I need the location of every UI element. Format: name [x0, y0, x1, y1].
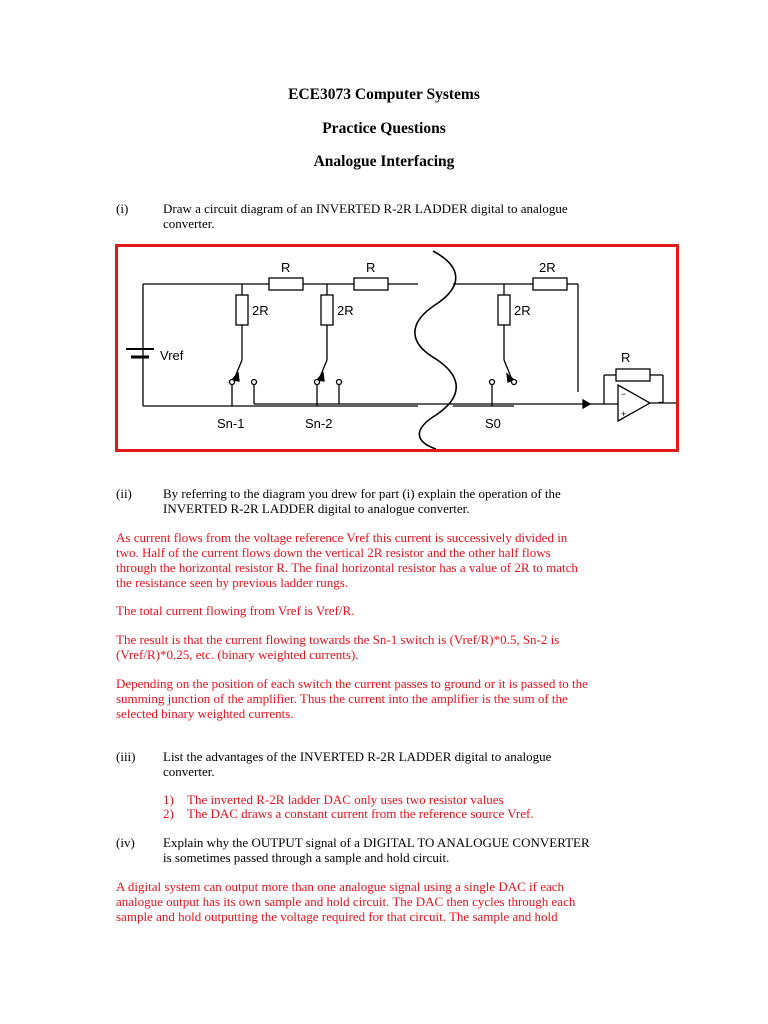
answer-line: sample and hold outputting the voltage required for that circuit. The sample and hold [116, 909, 558, 924]
label-vref: Vref [160, 348, 184, 363]
advantage-list-item [163, 792, 504, 807]
break-wavy-line [415, 251, 456, 449]
answer-line: summing junction of the amplifier. Thus the current into the amplifier is the sum of the [116, 691, 568, 706]
answer-line: A digital system can output more than one analogue signal using a single DAC if each [116, 879, 565, 894]
answer-line: (Vref/R)*0.25, etc. (binary weighted currents). [116, 647, 359, 662]
answer-line: through the horizontal resistor R. The final horizontal resistor has a value of 2R to match [116, 560, 578, 575]
question-2-line: By referring to the diagram you drew for part (i) explain the operation of the [163, 486, 561, 501]
label-2r-top-3: 2R [539, 260, 556, 275]
answer-line: the resistance seen by previous ladder rungs. [116, 575, 349, 590]
question-1-line: Draw a circuit diagram of an INVERTED R-2R LADDER digital to analogue [163, 201, 568, 216]
course-title: ECE3073 Computer Systems [288, 86, 480, 103]
question-number-1: (i) [116, 201, 129, 216]
answer-line: selected binary weighted currents. [116, 706, 294, 721]
label-r-feedback: R [621, 350, 631, 365]
list-item-number: 2) [163, 806, 174, 821]
answer-line: As current flows from the voltage reference Vref this current is successively divided in [116, 530, 568, 545]
answer-line: Depending on the position of each switch the current passes to ground or it is passed to the [116, 676, 588, 691]
question-number-3: (iii) [116, 749, 136, 764]
answer-4-paragraph [116, 879, 686, 924]
label-r-top-2: R [366, 260, 376, 275]
circuit-diagram-frame [115, 244, 679, 452]
resistor-2r-v2 [321, 295, 333, 325]
question-2-text [163, 486, 683, 516]
r2r-ladder-circuit [118, 247, 676, 449]
resistor-2r-top-3 [533, 278, 567, 290]
question-3-line: List the advantages of the INVERTED R-2R LADDER digital to analogue [163, 749, 552, 764]
answer-line: two. Half of the current flows down the vertical 2R resistor and the other half flows [116, 545, 551, 560]
label-sn-1: Sn-1 [217, 416, 245, 431]
op-amp-minus: − [621, 389, 627, 399]
answer-2-paragraph-2: The total current flowing from Vref is Vref/R. [116, 603, 355, 618]
label-2r-v2: 2R [337, 303, 354, 318]
question-number-4: (iv) [116, 835, 135, 850]
resistor-r-feedback [616, 369, 650, 381]
answer-2-paragraph-4 [116, 676, 686, 721]
label-r-top-1: R [281, 260, 291, 275]
answer-2-paragraph-1 [116, 530, 686, 590]
answer-line: analogue output has its own sample and hold circuit. The DAC then cycles through each [116, 894, 576, 909]
list-item-text: The DAC draws a constant current from the reference source Vref. [187, 806, 534, 821]
question-1-text [163, 201, 683, 231]
question-number-2: (ii) [116, 486, 132, 501]
list-item-text: The inverted R-2R ladder DAC only uses two resistor values [187, 792, 504, 807]
question-4-line: Explain why the OUTPUT signal of a DIGITAL TO ANALOGUE CONVERTER [163, 835, 590, 850]
question-2-line: INVERTED R-2R LADDER digital to analogue converter. [163, 501, 470, 516]
label-sn-2: Sn-2 [305, 416, 333, 431]
page-subtitle: Practice Questions [322, 120, 446, 137]
resistor-2r-v3 [498, 295, 510, 325]
label-2r-v1: 2R [252, 303, 269, 318]
question-1-line: converter. [163, 216, 215, 231]
advantage-list-item [163, 806, 534, 821]
question-4-text [163, 835, 683, 865]
answer-2-paragraph-3 [116, 632, 686, 662]
answer-line: The result is that the current flowing towards the Sn-1 switch is (Vref/R)*0.5, Sn-2 is [116, 632, 560, 647]
resistor-r-top-1 [269, 278, 303, 290]
question-4-line: is sometimes passed through a sample and hold circuit. [163, 850, 450, 865]
question-3-line: converter. [163, 764, 215, 779]
question-3-text [163, 749, 683, 779]
label-s0: S0 [485, 416, 501, 431]
list-item-number: 1) [163, 792, 174, 807]
resistor-2r-v1 [236, 295, 248, 325]
op-amp-plus: + [621, 409, 627, 419]
label-2r-v3: 2R [514, 303, 531, 318]
resistor-r-top-2 [354, 278, 388, 290]
topic-title: Analogue Interfacing [313, 153, 455, 170]
svg-text:−: − [658, 397, 664, 407]
